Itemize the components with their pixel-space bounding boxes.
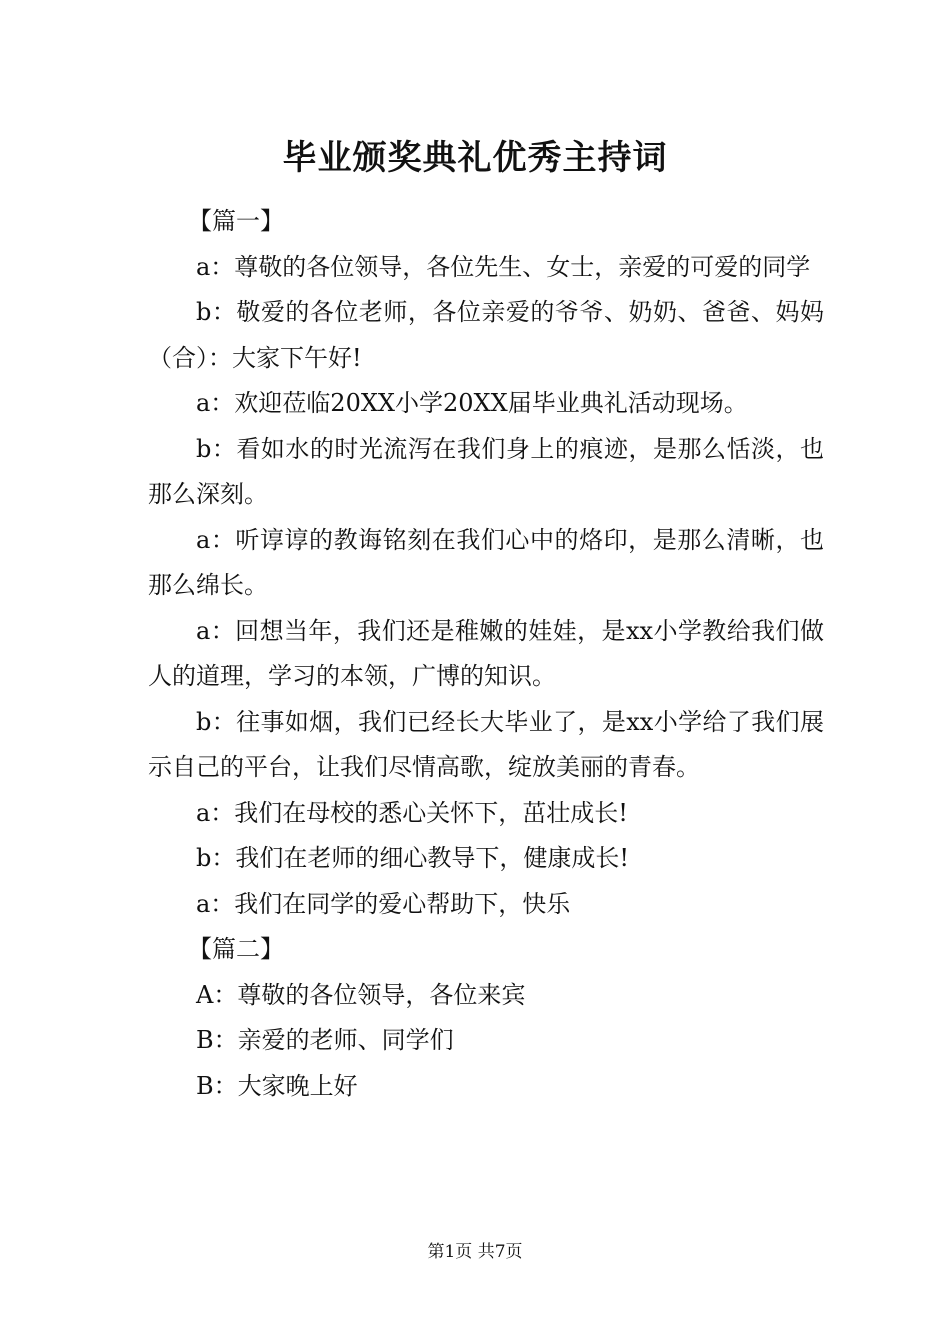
paragraph: A：尊敬的各位领导，各位来宾 — [196, 980, 526, 1009]
paragraph: a：我们在母校的悉心关怀下，茁壮成长! — [196, 798, 628, 827]
page-footer: 第1页 共7页 — [427, 1242, 523, 1262]
paragraph: a：欢迎莅临20XX小学20XX届毕业典礼活动现场。 — [196, 389, 748, 417]
paragraph: B：大家晚上好 — [196, 1071, 358, 1100]
paragraph: a：听谆谆的教诲铭刻在我们心中的烙印，是那么清晰，也那么绵长。 — [148, 525, 824, 599]
document-title: 毕业颁奖典礼优秀主持词 — [282, 138, 668, 178]
section-heading: 【篇二】 — [188, 935, 284, 963]
paragraph: b：敬爱的各位老师，各位亲爱的爷爷、奶奶、爸爸、妈妈（合）：大家下午好! — [148, 298, 824, 372]
section-heading: 【篇一】 — [188, 207, 284, 235]
paragraph: a：回想当年，我们还是稚嫩的娃娃，是xx小学教给我们做人的道理，学习的本领，广博的知识。 — [148, 616, 824, 690]
paragraph: B：亲爱的老师、同学们 — [196, 1026, 454, 1054]
document-body — [148, 199, 824, 1109]
paragraph: b：我们在老师的细心教导下，健康成长! — [196, 844, 630, 872]
paragraph: a：我们在同学的爱心帮助下，快乐 — [196, 889, 571, 918]
paragraph: b：往事如烟，我们已经长大毕业了，是xx小学给了我们展示自己的平台，让我们尽情高歌，绽放美丽的青春。 — [148, 707, 824, 781]
paragraph: b：看如水的时光流泻在我们身上的痕迹，是那么恬淡，也那么深刻。 — [148, 434, 824, 508]
paragraph: a：尊敬的各位领导，各位先生、女士，亲爱的可爱的同学 — [196, 252, 811, 281]
